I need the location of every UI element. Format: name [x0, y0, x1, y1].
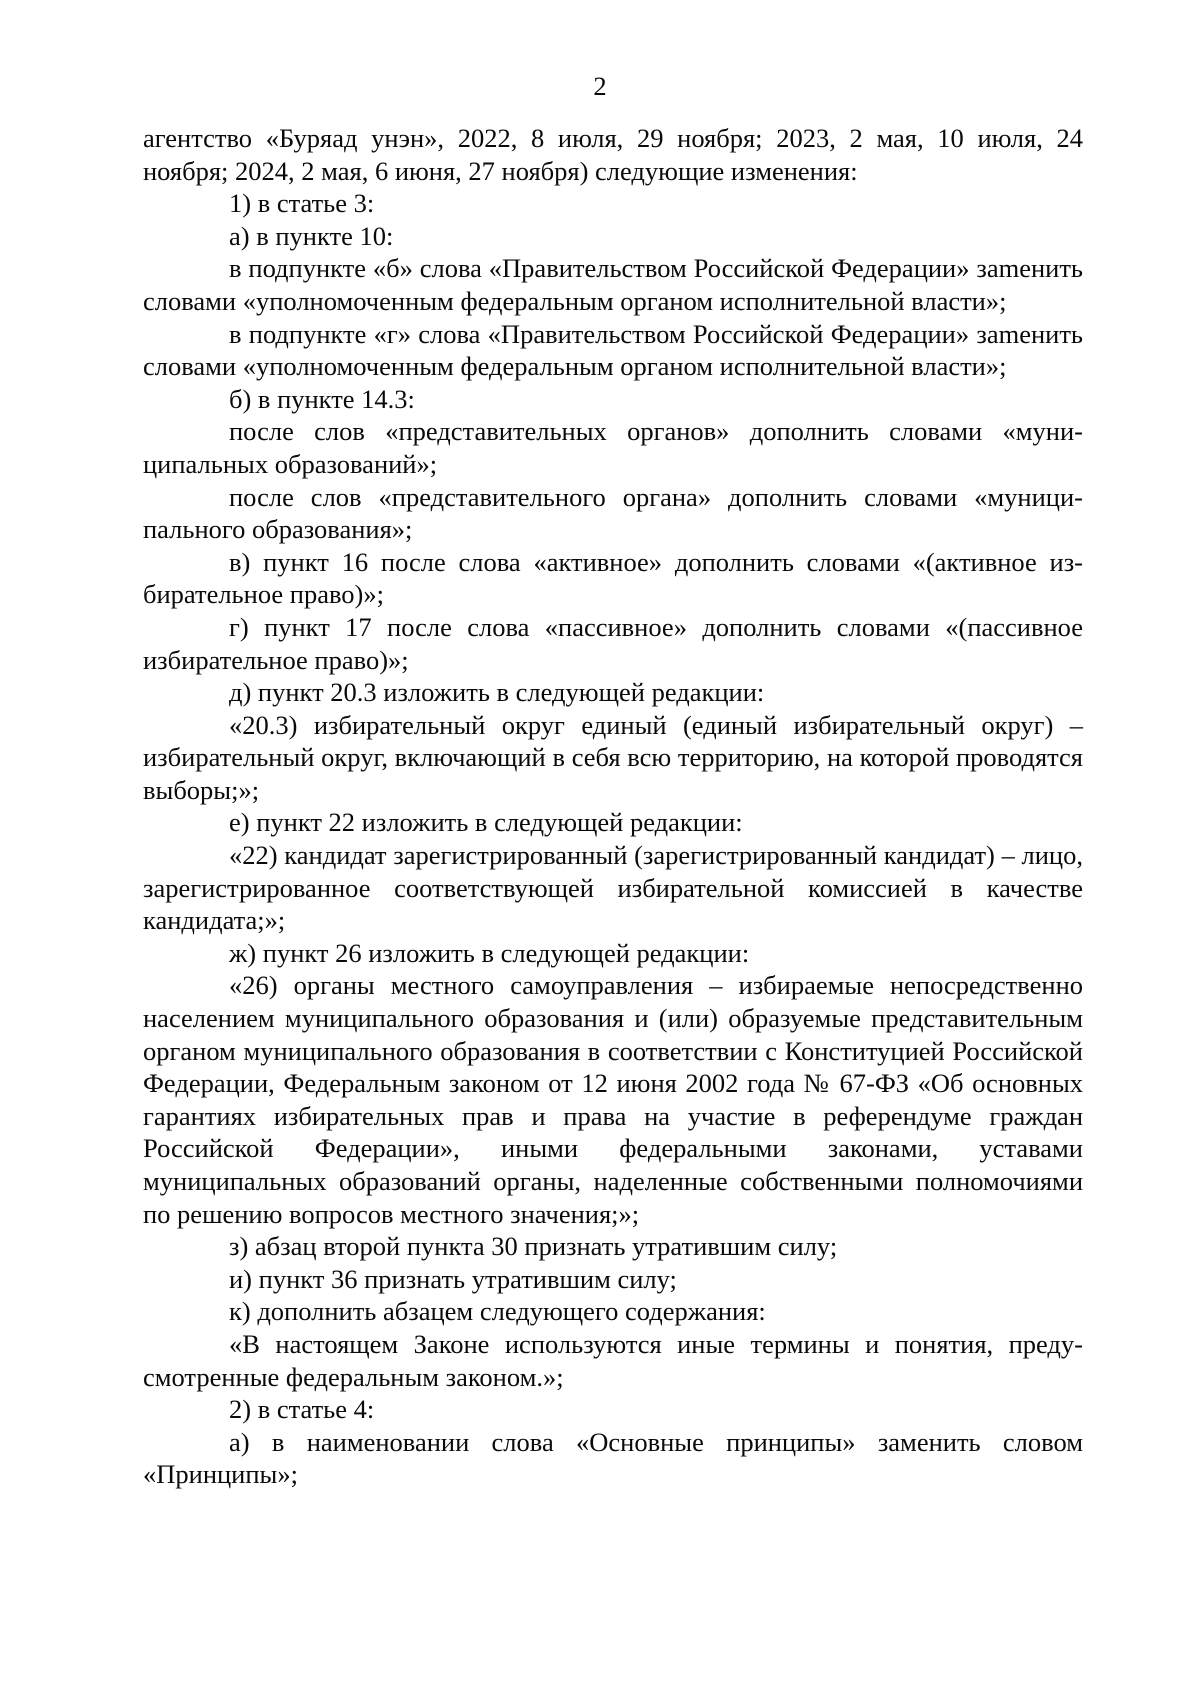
paragraph-item-30: з) абзац второй пункта 30 признать утратившим силу;	[229, 1231, 838, 1262]
paragraph-intro: агентство «Буряад унэн», 2022, 8 июля, 29 ноября; 2023, 2 мая, 10 июля, 24 ноября; 2024, 2 мая, 6 июня, 27 ноября) следующие изменения:	[143, 123, 1083, 186]
paragraph-item-36: и) пункт 36 признать утратившим силу;	[229, 1263, 677, 1294]
paragraph-item-26-text: «26) органы местного самоуправления – избираемые непосредственно населением муниципального образования и (или) образуемые представительным органом муниципального образования в соответствии с Конституцией Российской Федерации, Федеральным законом от 12 июня 2002 года № 67-ФЗ «Об основных гарантиях избирательных прав и права на участие в референдуме граждан Российской Федерации», иными федеральными законами, уставами муниципальных образований органы, наделенные собственными полномочиями по решению вопросов местного значения;»;	[143, 970, 1083, 1229]
paragraph-item-20-3: д) пункт 20.3 изложить в следующей редакции:	[229, 677, 765, 708]
page-number: 2	[593, 71, 607, 101]
document-body	[143, 122, 1083, 1491]
paragraph-item-k-text: «В настоящем Законе используются иные термины и понятия, предусмотренные федеральным законом.»;	[143, 1328, 1083, 1392]
paragraph-representative-body: после слов «представительного органа» дополнить словами «муниципального образования»;	[143, 481, 1083, 545]
paragraph-item-16: в) пункт 16 после слова «активное» дополнить словами «(активное избирательное право)»;	[143, 546, 1083, 610]
paragraph-article-3: 1) в статье 3:	[229, 188, 375, 219]
paragraph-item-26: ж) пункт 26 изложить в следующей редакции:	[229, 937, 750, 968]
paragraph-item-10: а) в пункте 10:	[229, 220, 394, 251]
paragraph-article-4: 2) в статье 4:	[229, 1394, 375, 1425]
paragraph-article-4-a: а) в наименовании слова «Основные принципы» заменить словом «Принципы»;	[143, 1426, 1083, 1490]
paragraph-item-22: е) пункт 22 изложить в следующей редакции:	[229, 807, 743, 838]
paragraph-item-20-3-text: «20.3) избирательный округ единый (единый избирательный округ) – избирательный округ, включающий в себя всю территорию, на которой проводятся выборы;»;	[143, 709, 1083, 805]
paragraph-subitem-g: в подпункте «г» слова «Правительством Российской Федерации» заmенить словами «уполномоченным федеральным органом исполнительной власти»;	[143, 318, 1083, 382]
paragraph-item-k: к) дополнить абзацем следующего содержания:	[229, 1296, 766, 1327]
paragraph-representative-bodies: после слов «представительных органов» дополнить словами «муниципальных образований»;	[143, 416, 1083, 479]
paragraph-item-17: г) пункт 17 после слова «пассивное» дополнить словами «(пассивное избирательное право)»;	[143, 611, 1083, 675]
paragraph-item-14-3: б) в пункте 14.3:	[229, 383, 415, 414]
paragraph-item-22-text: «22) кандидат зарегистрированный (зарегистрированный кандидат) – лицо, зарегистрированное соответствующей избирательной комиссией в качестве кандидата;»;	[143, 840, 1083, 936]
paragraph-subitem-b: в подпункте «б» слова «Правительством Российской Федерации» заmенить словами «уполномоченным федеральным органом исполнительной власти»;	[143, 253, 1083, 316]
